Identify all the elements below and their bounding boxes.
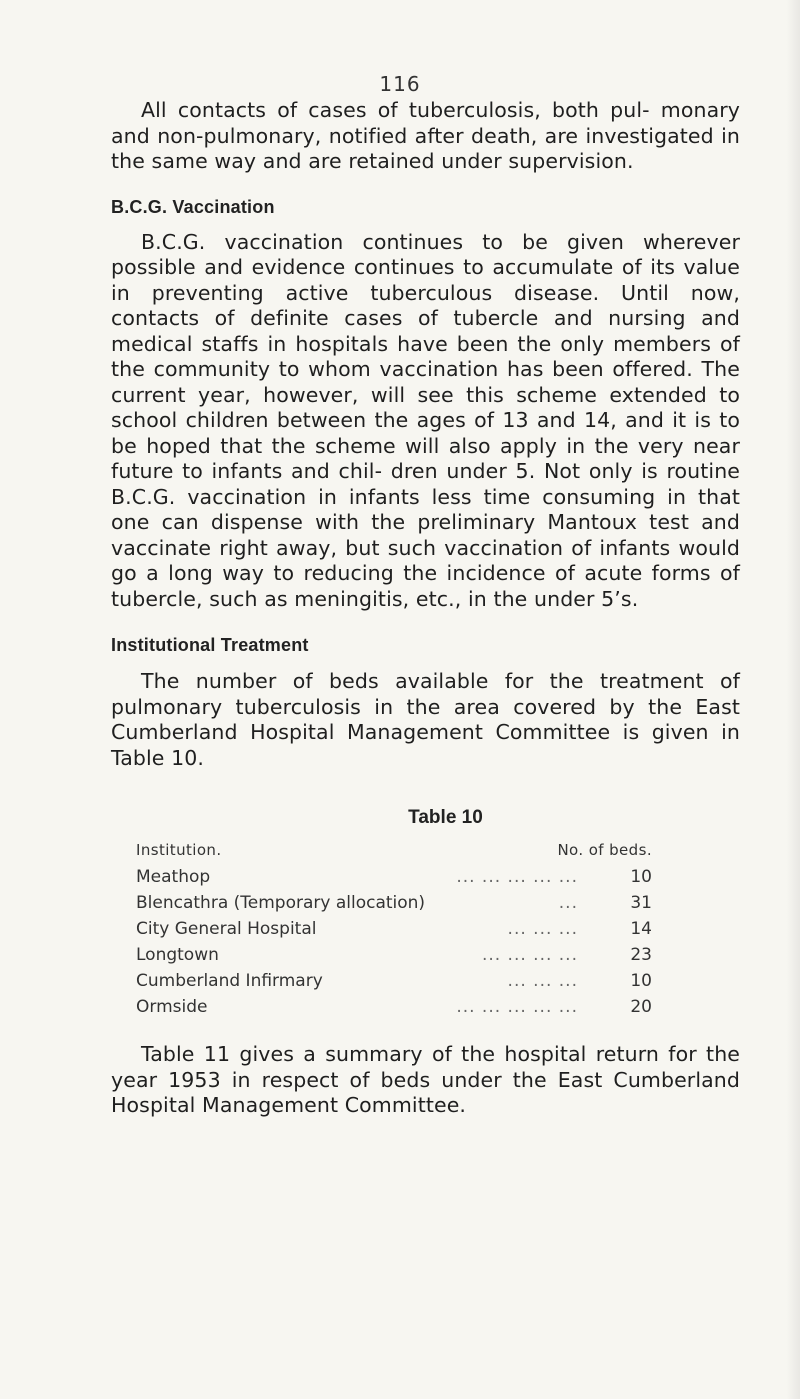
table-row (136, 867, 652, 893)
bed-count: 10 (630, 971, 652, 991)
paragraph-institutional: The number of beds available for the treatment of pulmonary tuberculosis in the area covered by the East Cumberland Hospital Management Committee is given in Table 10. (111, 669, 740, 770)
paragraph-bcg: B.C.G. vaccination continues to be given wherever possible and evidence continues to accumulate of its value in preventing active tuberculous disease. Until now, contacts of definite cases of tubercle and nursing and medical staffs in hospitals have been the only members of the community to whom vaccination has been offered. The current year, however, will see this scheme extended to school children between the ages of 13 and 14, and it is to be hoped that the scheme will also apply in the very near future to infants and chil- dren under 5. Not only is routine B.C.G. vaccination in infants less time consuming in that one can dispense with the preliminary Mantoux test and vaccinate right away, but such vaccination of infants would go a long way to reducing the incidence of acute forms of tubercle, such as meningitis, etc., in the under 5’s. (111, 229, 740, 611)
leader-dots: ... ... ... (507, 971, 578, 991)
page-edge-shadow (786, 0, 800, 1399)
bed-count: 31 (630, 893, 652, 913)
table-10 (136, 841, 652, 1023)
header-institution: Institution. (136, 841, 222, 859)
institution-name: Blencathra (Temporary allocation) (136, 893, 426, 913)
table-row (136, 997, 652, 1023)
leader-dots: ... ... ... ... ... (456, 997, 578, 1017)
institution-name: City General Hospital (136, 919, 317, 939)
bed-count: 10 (630, 867, 652, 887)
table-row (136, 945, 652, 971)
bed-count: 20 (630, 997, 652, 1017)
leader-dots: ... ... ... (507, 919, 578, 939)
table-row (136, 971, 652, 997)
document-body (111, 98, 740, 1119)
table-row (136, 919, 652, 945)
table-header-row (136, 841, 652, 867)
heading-bcg-vaccination: B.C.G. Vaccination (111, 196, 275, 217)
institution-name: Longtown (136, 945, 219, 965)
leader-dots: ... ... ... ... (481, 945, 578, 965)
paragraph-table-11: Table 11 gives a summary of the hospital return for the year 1953 in respect of beds under the East Cumberland Hospital Management Committee. (111, 1042, 740, 1117)
bed-count: 23 (630, 945, 652, 965)
page-number: 116 (379, 72, 421, 96)
institution-name: Cumberland Infirmary (136, 971, 323, 991)
table-10-title: Table 10 (408, 807, 483, 828)
institution-name: Meathop (136, 867, 211, 887)
institution-name: Ormside (136, 997, 208, 1017)
leader-dots: ... (558, 893, 578, 913)
header-beds: No. of beds. (557, 841, 652, 859)
leader-dots: ... ... ... ... ... (456, 867, 578, 887)
heading-institutional-treatment: Institutional Treatment (111, 635, 309, 655)
bed-count: 14 (630, 919, 652, 939)
paragraph-contacts: All contacts of cases of tuberculosis, both pul- monary and non-pulmonary, notified after death, are investigated in the same way and are retained under supervision. (111, 98, 740, 173)
table-row (136, 893, 652, 919)
